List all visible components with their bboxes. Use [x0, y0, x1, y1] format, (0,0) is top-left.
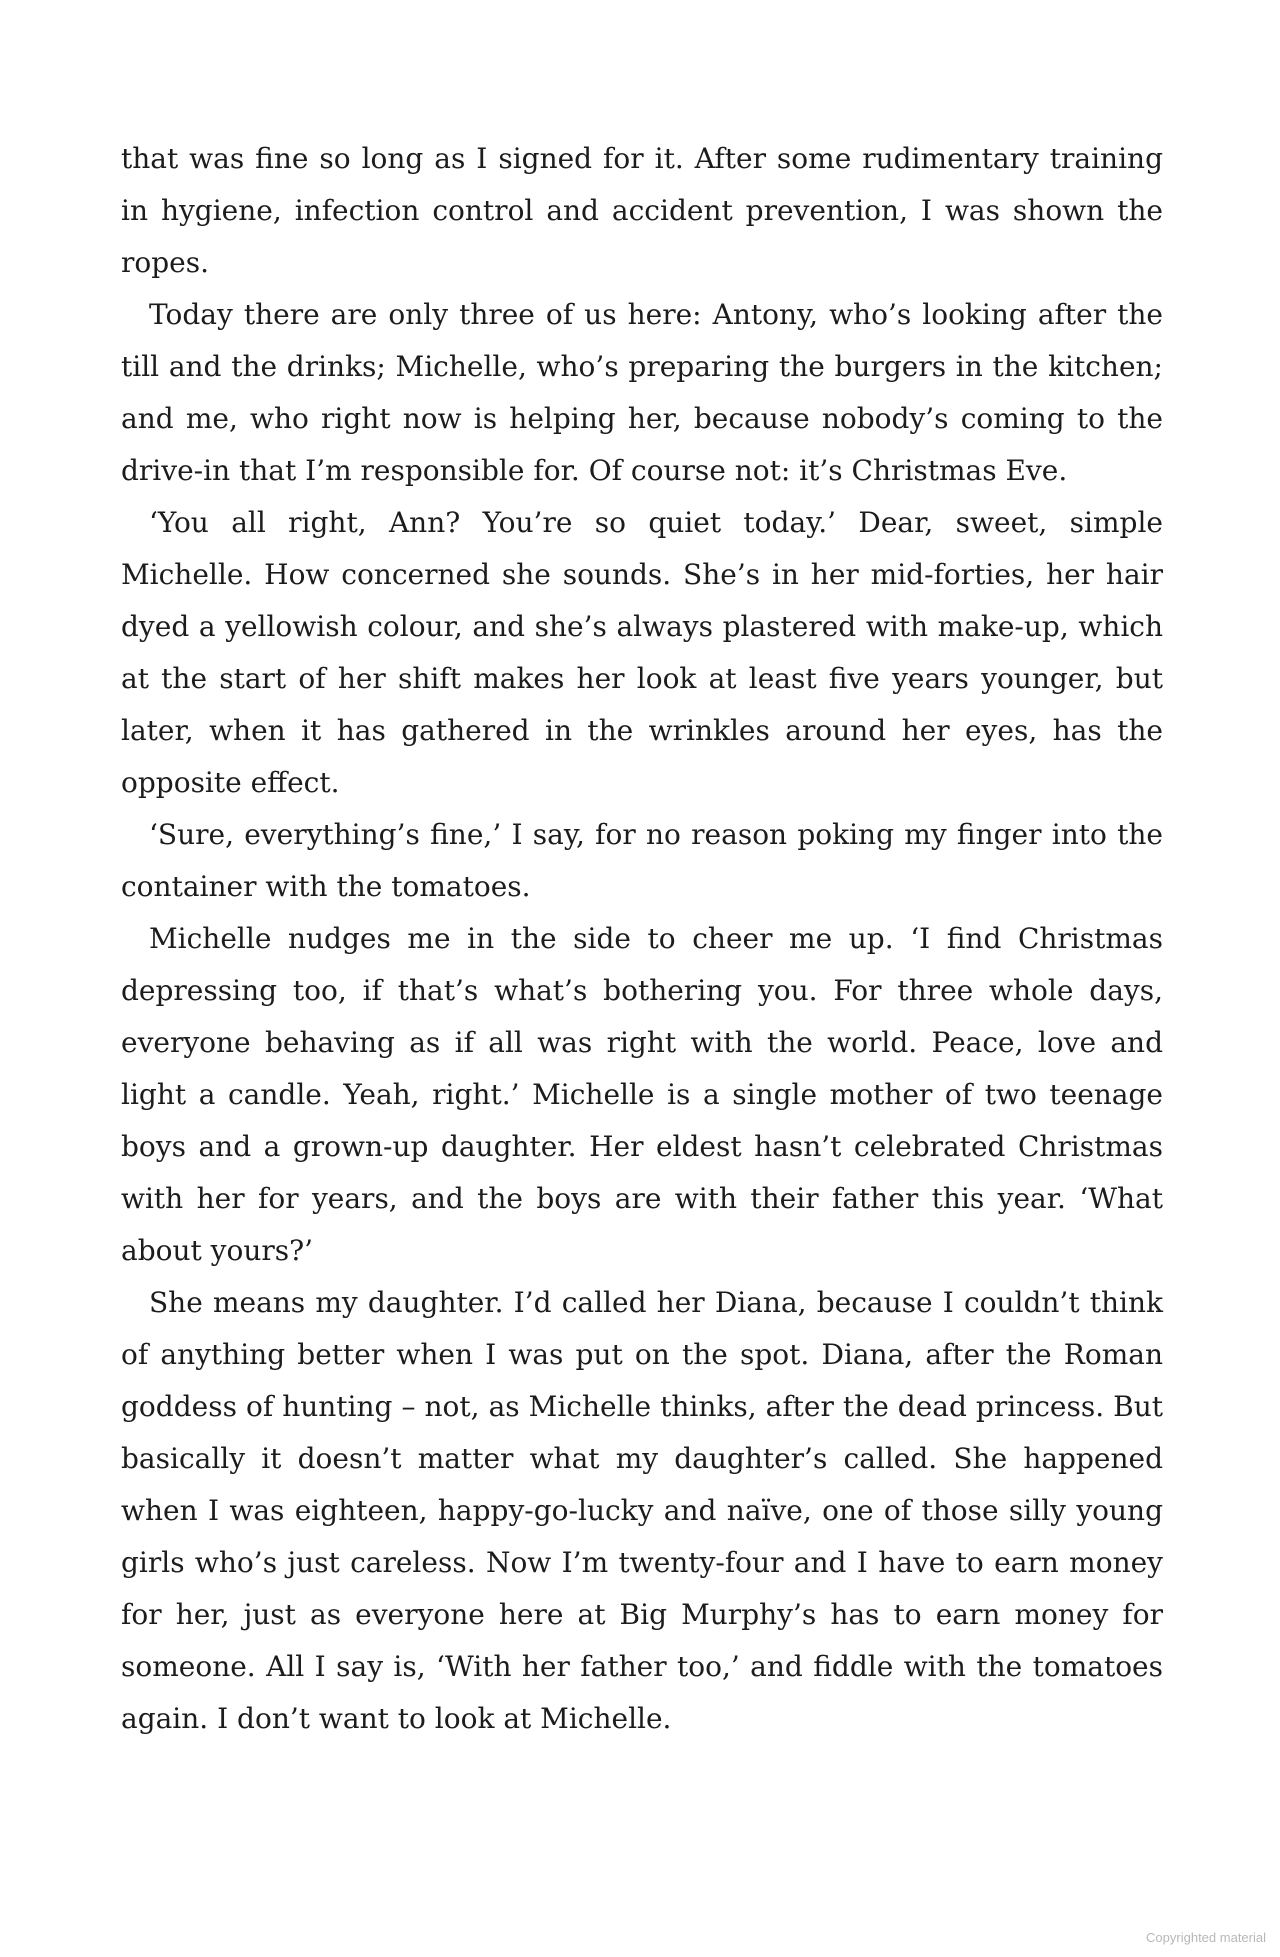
copyright-watermark: Copyrighted material: [1146, 1930, 1266, 1945]
book-page-body: [121, 133, 1163, 1745]
paragraph: Today there are only three of us here: Antony, who’s looking after the till and the drinks; Michelle, who’s preparing the burgers in the kitchen; and me, who right now is helping her, because nobody’s coming to the drive-in that I’m responsible for. Of course not: it’s Christmas Eve.: [121, 298, 1163, 487]
paragraph: She means my daughter. I’d called her Diana, because I couldn’t think of anything better when I was put on the spot. Diana, after the Roman goddess of hunting – not, as Michelle thinks, after the dead princess. But basically it doesn’t matter what my daughter’s called. She happened when I was eighteen, happy-go-lucky and naïve, one of those silly young girls who’s just careless. Now I’m twenty-four and I have to earn money for her, just as everyone here at Big Murphy’s has to earn money for someone. All I say is, ‘With her father too,’ and fiddle with the tomatoes again. I don’t want to look at Michelle.: [121, 1286, 1163, 1735]
paragraph: ‘You all right, Ann? You’re so quiet today.’ Dear, sweet, simple Michelle. How concerned she sounds. She’s in her mid-forties, her hair dyed a yellowish colour, and she’s always plastered with make-up, which at the start of her shift makes her look at least five years younger, but later, when it has gathered in the wrinkles around her eyes, has the opposite effect.: [121, 506, 1163, 799]
paragraph: ‘Sure, everything’s fine,’ I say, for no reason poking my finger into the container with the tomatoes.: [121, 818, 1163, 903]
paragraph: Michelle nudges me in the side to cheer me up. ‘I find Christmas depressing too, if that’s what’s bothering you. For three whole days, everyone behaving as if all was right with the world. Peace, love and light a candle. Yeah, right.’ Michelle is a single mother of two teenage boys and a grown-up daughter. Her eldest hasn’t celebrated Christmas with her for years, and the boys are with their father this year. ‘What about yours?’: [121, 922, 1163, 1267]
paragraph-continuation: that was fine so long as I signed for it. After some rudimentary training in hygiene, infection control and accident prevention, I was shown the ropes.: [121, 142, 1163, 279]
